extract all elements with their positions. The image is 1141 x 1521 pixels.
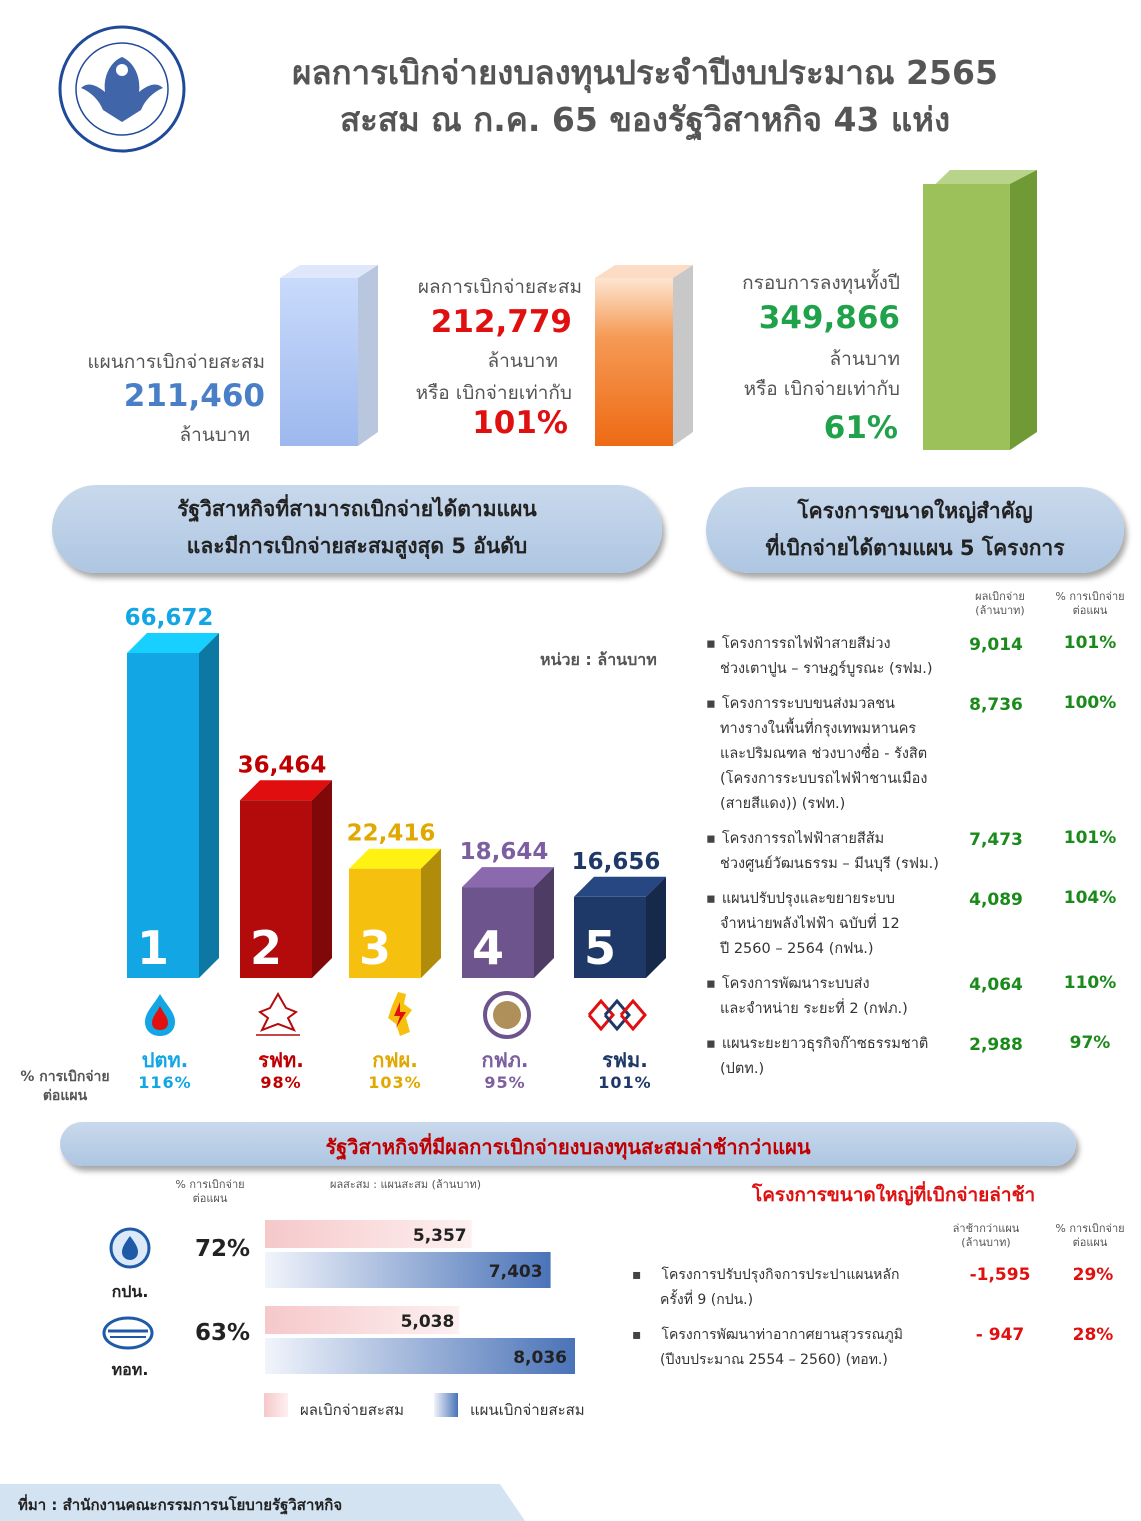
top5-banner: รัฐวิสาหกิจที่สามารถเบิกจ่ายได้ตามแผน และมีการเบิกจ่ายสะสมสูงสุด 5 อันดับ xyxy=(52,485,662,573)
project-pct-5: 110% xyxy=(1063,973,1117,993)
framework-label: กรอบการลงทุนทั้งปี xyxy=(742,272,900,294)
top5-name-2: รฟท. xyxy=(258,1048,304,1072)
mwa-name: กปน. xyxy=(111,1282,149,1301)
legend-actual-label: ผลเบิกจ่ายสะสม xyxy=(300,1401,404,1419)
project-pct-3: 101% xyxy=(1063,828,1117,848)
project-value-3: 7,473 xyxy=(969,830,1023,850)
legend-plan-swatch xyxy=(434,1393,458,1417)
delay-bar-head: ผลสะสม : แผนสะสม (ล้านบาท) xyxy=(330,1178,482,1191)
mrta-logo xyxy=(585,995,649,1035)
late-value-2: - 947 xyxy=(975,1325,1025,1345)
late-value-1: -1,595 xyxy=(969,1265,1031,1285)
projects-banner: โครงการขนาดใหญ่สำคัญ ที่เบิกจ่ายได้ตามแผน 5 โครงการ xyxy=(706,487,1124,573)
footer-source: ที่มา : สำนักงานคณะกรรมการนโยบายรัฐวิสาหกิจ xyxy=(18,1496,343,1514)
actual-summary-bar xyxy=(595,265,693,446)
plan-unit: ล้านบาท xyxy=(179,424,250,446)
project-pct-6: 97% xyxy=(1069,1033,1111,1053)
late-project-2: ▪ โครงการพัฒนาท่าอากาศยานสุวรรณภูมิ (ปีงบประมาณ 2554 – 2560) (ทอท.) xyxy=(632,1323,932,1373)
plan-label: แผนการเบิกจ่ายสะสม xyxy=(87,351,265,373)
aot-name: ทอท. xyxy=(111,1360,149,1379)
framework-summary-bar xyxy=(923,170,1037,450)
top5-rank-1: 1 xyxy=(136,921,170,975)
top5-pct-3: 103% xyxy=(368,1073,422,1092)
proj-col2-head: % การเบิกจ่าย ต่อแผน xyxy=(1055,590,1125,617)
project-item-6: ▪ แผนระยะยาวธุรกิจก๊าซธรรมชาติ (ปตท.) xyxy=(706,1032,956,1082)
pea-logo xyxy=(482,990,532,1040)
legend-actual-swatch xyxy=(264,1393,288,1417)
project-pct-2: 100% xyxy=(1063,693,1117,713)
delay-actual-label-1: 5,357 xyxy=(412,1226,467,1246)
late-pct-1: 29% xyxy=(1072,1265,1114,1285)
top5-rank-2: 2 xyxy=(249,921,283,975)
plan-value: 211,460 xyxy=(123,378,265,414)
actual-value: 212,779 xyxy=(430,304,572,340)
actual-label: ผลการเบิกจ่ายสะสม xyxy=(417,276,582,298)
project-item-1: ▪ โครงการรถไฟฟ้าสายสีม่วง ช่วงเตาปูน – ราษฎร์บูรณะ (รฟม.) xyxy=(706,632,956,682)
delay-chart xyxy=(0,1210,620,1380)
delay-banner: รัฐวิสาหกิจที่มีผลการเบิกจ่ายงบลงทุนสะสมล่าช้ากว่าแผน xyxy=(60,1122,1076,1166)
late-title: โครงการขนาดใหญ่ที่เบิกจ่ายล่าช้า xyxy=(752,1184,1036,1206)
actual-pct-label: หรือ เบิกจ่ายเท่ากับ xyxy=(415,382,572,404)
project-pct-1: 101% xyxy=(1063,633,1117,653)
top5-rank-3: 3 xyxy=(358,921,392,975)
delay-plan-label-1: 7,403 xyxy=(488,1262,543,1282)
top5-pct-5: 101% xyxy=(598,1073,652,1092)
top5-value-5: 16,656 xyxy=(571,848,661,875)
proj-col1-head: ผลเบิกจ่าย (ล้านบาท) xyxy=(975,590,1025,617)
top5-rank-5: 5 xyxy=(583,921,617,975)
top5-pct-4: 95% xyxy=(484,1073,526,1092)
project-pct-4: 104% xyxy=(1063,888,1117,908)
ptt-logo xyxy=(135,990,185,1038)
top5-name-3: กฟผ. xyxy=(372,1048,418,1072)
late-col1-head: ล่าช้ากว่าแผน (ล้านบาท) xyxy=(952,1222,1020,1249)
project-value-4: 4,089 xyxy=(969,890,1023,910)
egat-logo xyxy=(380,988,420,1040)
delay-actual-label-2: 5,038 xyxy=(400,1312,455,1332)
framework-pct-label: หรือ เบิกจ่ายเท่ากับ xyxy=(743,378,900,400)
top5-value-2: 36,464 xyxy=(237,752,327,779)
project-item-3: ▪ โครงการรถไฟฟ้าสายสีส้ม ช่วงศูนย์วัฒนธรรม – มีนบุรี (รฟม.) xyxy=(706,827,956,877)
late-col2-head: % การเบิกจ่าย ต่อแผน xyxy=(1055,1222,1125,1249)
srt-logo xyxy=(248,990,308,1040)
actual-unit: ล้านบาท xyxy=(487,350,558,372)
project-item-2: ▪ โครงการระบบขนส่งมวลชน ทางรางในพื้นที่กรุงเทพมหานคร และปริมณฑล ช่วงบางซื่อ - รังสิต (โครงการระบบรถไฟฟ้าชานเมือง (สายสีแดง)) (รฟท.) xyxy=(706,692,956,817)
pct-caption: % การเบิกจ่าย ต่อแผน xyxy=(20,1069,110,1104)
project-value-2: 8,736 xyxy=(969,695,1023,715)
sepo-logo xyxy=(55,22,190,157)
top5-value-3: 22,416 xyxy=(346,820,436,847)
top5-pct-1: 116% xyxy=(138,1073,192,1092)
late-pct-2: 28% xyxy=(1072,1325,1114,1345)
framework-pct: 61% xyxy=(823,410,898,446)
project-item-4: ▪ แผนปรับปรุงและขยายระบบ จำหน่ายพลังไฟฟ้า ฉบับที่ 12 ปี 2560 – 2564 (กฟน.) xyxy=(706,887,956,962)
actual-pct: 101% xyxy=(472,405,568,441)
page-title: ผลการเบิกจ่ายงบลงทุนประจำปีงบประมาณ 2565 xyxy=(292,53,998,92)
top5-value-1: 66,672 xyxy=(124,605,214,631)
delay-pct-head: % การเบิกจ่าย ต่อแผน xyxy=(175,1178,245,1205)
legend-plan-label: แผนเบิกจ่ายสะสม xyxy=(470,1401,585,1419)
top5-chart xyxy=(0,590,700,990)
project-value-5: 4,064 xyxy=(969,975,1023,995)
top5-name-5: รฟม. xyxy=(602,1048,648,1072)
project-value-1: 9,014 xyxy=(969,635,1023,655)
top5-pct-2: 98% xyxy=(260,1073,302,1092)
framework-value: 349,866 xyxy=(758,300,900,336)
unit-note: หน่วย : ล้านบาท xyxy=(540,650,657,669)
project-value-6: 2,988 xyxy=(969,1035,1023,1055)
top5-rank-4: 4 xyxy=(471,921,505,975)
framework-unit: ล้านบาท xyxy=(829,348,900,370)
mwa-pct: 72% xyxy=(195,1236,251,1262)
delay-plan-label-2: 8,036 xyxy=(513,1348,567,1368)
project-item-5: ▪ โครงการพัฒนาระบบส่ง และจำหน่าย ระยะที่ 2 (กฟภ.) xyxy=(706,972,956,1022)
late-project-1: ▪ โครงการปรับปรุงกิจการประปาแผนหลัก ครั้งที่ 9 (กปน.) xyxy=(632,1263,932,1313)
top5-name-4: กฟภ. xyxy=(481,1048,529,1072)
page-subtitle: สะสม ณ ก.ค. 65 ของรัฐวิสาหกิจ 43 แห่ง xyxy=(339,100,951,139)
top5-name-1: ปตท. xyxy=(141,1048,189,1072)
aot-pct: 63% xyxy=(195,1320,251,1346)
top5-value-4: 18,644 xyxy=(459,839,549,866)
